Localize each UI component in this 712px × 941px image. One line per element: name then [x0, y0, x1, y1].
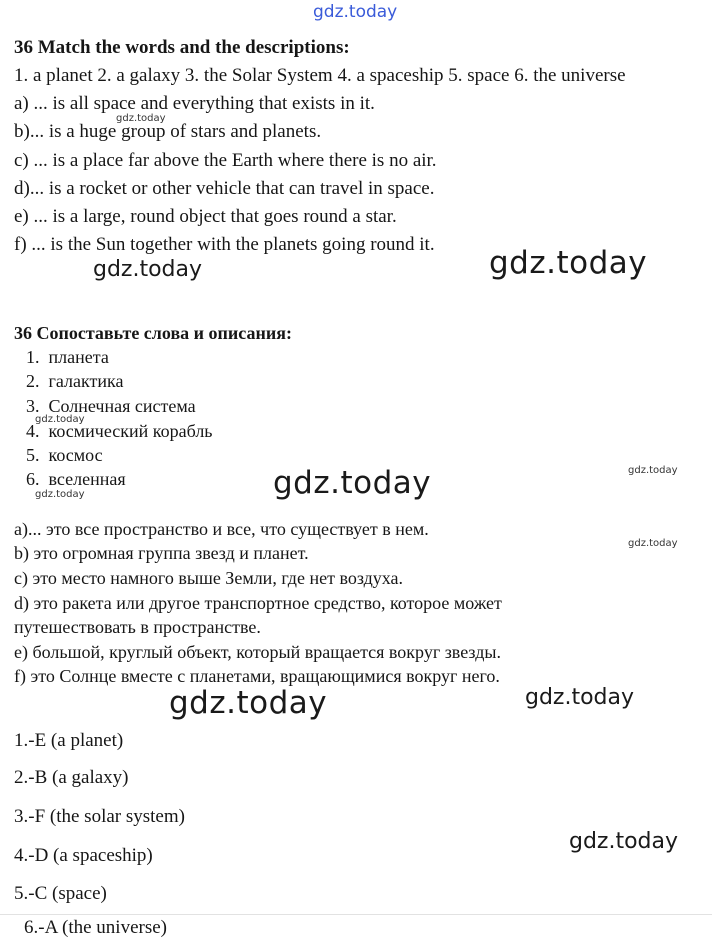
english-description-c: c) ... is a place far above the Earth where there is no air. [14, 150, 437, 171]
russian-description-a: a)... это все пространство и все, что существует в нем. [14, 519, 429, 539]
item-text: галактика [48, 371, 124, 391]
russian-word-item [26, 469, 126, 490]
answer-item: 2.-B (a galaxy) [14, 767, 129, 788]
russian-description-b: b) это огромная группа звезд и планет. [14, 543, 309, 563]
item-number: 5. [26, 445, 40, 465]
item-text: вселенная [48, 469, 126, 489]
divider [0, 914, 712, 915]
answer-item: 5.-C (space) [14, 883, 107, 904]
russian-description-d-continued: путешествовать в пространстве. [14, 617, 261, 637]
watermark-large: gdz.today [273, 465, 432, 501]
russian-word-item [26, 347, 109, 368]
watermark-medium: gdz.today [569, 829, 679, 854]
watermark-small: gdz.today [628, 465, 678, 476]
watermark-small: gdz.today [628, 538, 678, 549]
watermark-medium: gdz.today [525, 685, 635, 710]
item-text: планета [48, 347, 109, 367]
watermark-medium: gdz.today [93, 257, 203, 282]
answer-item: 3.-F (the solar system) [14, 806, 185, 827]
russian-description-f: f) это Солнце вместе с планетами, вращающимися вокруг него. [14, 666, 500, 686]
item-number: 3. [26, 396, 40, 416]
english-word-list: 1. a planet 2. a galaxy 3. the Solar System 4. a spaceship 5. space 6. the universe [14, 65, 626, 86]
russian-description-c: c) это место намного выше Земли, где нет воздуха. [14, 568, 404, 588]
answer-item: 1.-E (a planet) [14, 730, 124, 751]
english-description-a: a) ... is all space and everything that exists in it. [14, 93, 375, 114]
watermark-large: gdz.today [169, 685, 328, 721]
item-number: 1. [26, 347, 40, 367]
item-text: Солнечная система [48, 396, 196, 416]
russian-word-item [26, 371, 123, 392]
watermark-small: gdz.today [35, 489, 85, 500]
english-description-b: b)... is a huge group of stars and planets. [14, 121, 322, 142]
russian-description-d: d) это ракета или другое транспортное средство, которое может [14, 593, 502, 613]
russian-word-item [26, 445, 103, 466]
english-task-title: 36 Match the words and the descriptions: [14, 37, 350, 58]
item-number: 6. [26, 469, 40, 489]
item-text: космос [48, 445, 103, 465]
item-text: космический корабль [48, 421, 213, 441]
item-number: 2. [26, 371, 40, 391]
english-description-f: f) ... is the Sun together with the planets going round it. [14, 234, 435, 255]
english-description-d: d)... is a rocket or other vehicle that can travel in space. [14, 178, 435, 199]
watermark-top: gdz.today [313, 2, 398, 22]
watermark-large: gdz.today [489, 245, 648, 281]
english-description-e: e) ... is a large, round object that goes round a star. [14, 206, 397, 227]
item-number: 4. [26, 421, 40, 441]
watermark-small: gdz.today [35, 414, 85, 425]
russian-description-e: e) большой, круглый объект, который вращается вокруг звезды. [14, 642, 501, 662]
russian-word-item [26, 421, 213, 442]
answer-item: 4.-D (a spaceship) [14, 845, 153, 866]
answer-item: 6.-A (the universe) [24, 917, 167, 938]
watermark-small: gdz.today [116, 113, 166, 124]
russian-task-title: 36 Сопоставьте слова и описания: [14, 323, 292, 343]
russian-word-item [26, 396, 196, 417]
